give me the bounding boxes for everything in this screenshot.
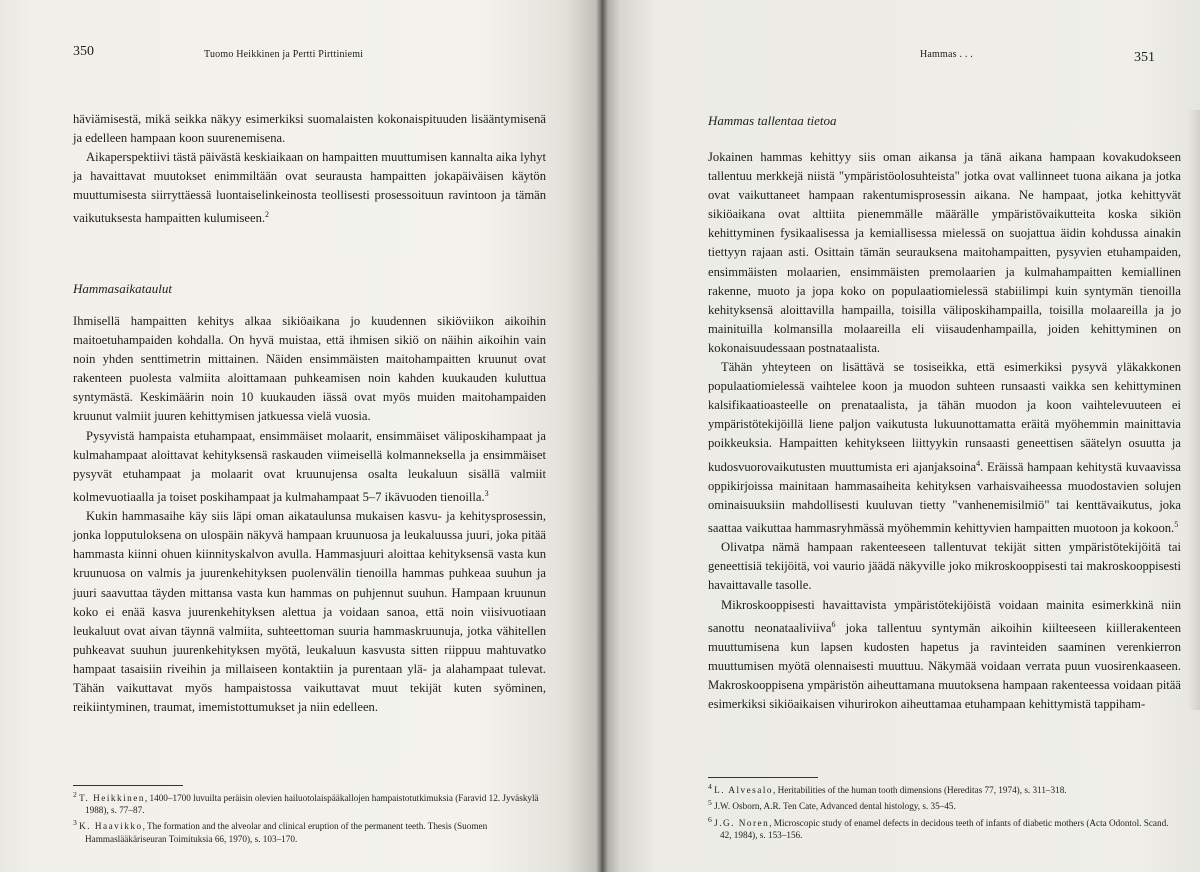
footnote-4-text: , Heritabilities of the human tooth dimensions (Hereditas 77, 1974), s. 311–318. xyxy=(772,785,1067,796)
footnote-6-author: J.G. Noren xyxy=(714,817,770,828)
right-paragraph-2-continued: . Eräissä hampaan kehitystä kuvaavissa oppikirjoissa mainitaan hammasaiheita kehityksen varhaisvaiheessa muodostavien solujen ominaisuuksiin mahdollisesti kuuluvan tietty "vanhenemisilmiö" tai kenttävaikutus, joka saattaa vaikuttaa hammasryhmässä myöhemmin kehittyvien hampaitten muotoon ja kokoon. xyxy=(708,459,1181,536)
footnote-3 xyxy=(73,817,546,844)
footnote-ref-6: 6 xyxy=(831,619,836,629)
footnote-4-number: 4 xyxy=(708,782,712,791)
left-section-heading: Hammasaikataulut xyxy=(73,281,172,296)
left-footnotes xyxy=(73,789,546,846)
footnote-4-author: L. Alvesalo xyxy=(714,785,773,796)
left-paragraph-4 xyxy=(73,427,546,508)
footnote-2 xyxy=(73,789,546,816)
left-paragraph-2-text: Aikaperspektiivi tästä päivästä keskiaikaan on hampaitten muuttumisen kannalta aika lyhyt ja havaittavat muutokset enimmiltään ovat seurausta hampaitten jokapäiväisen käytön muuttumisesta siirryttäessä luontaiselinkeinosta teollisesti prosessoituun ravintoon ja tämän vaikutuksesta hampaitten kulumiseen. xyxy=(73,150,546,226)
right-paragraph-2-text: Tähän yhteyteen on lisättävä se tosiseikka, että esimerkiksi pysyvä yläkakkonen populaatiomielessä vaihtelee koon ja muodon suhteen runsaasti vaikka sen kehittyminen kalsifikaatioasteelle on prenataalista, ja tähän muodon ja koon vaihtelevuuteen ei ympäristötekijöillä liene paljon vaikutusta lukuunottamatta eräitä myöhemmin mainittavia poikkeuksia. Hampaitten kehitykseen liittyykin runsaasti geneettisen säätelyn osuutta ja kudosvuorovaikutusten muuttumista eri ajanjaksoina xyxy=(708,360,1181,474)
footnote-2-author: T. Heikkinen xyxy=(79,793,145,804)
left-paragraph-3: Ihmisellä hampaitten kehitys alkaa sikiöaikana jo kuudennen sikiöviikon aikoihin maitoetuhampaiden kohdalla. On hyvä muistaa, että ihmisen sikiö on näihin aikoihin vain noin yhden senttimetrin mittainen. Näiden ensimmäisten maitohampaitten kruunut ovat rakenteen puolesta valmiita aloittamaan puhkeamisen noin kahden kuukauden kuluttua syntymästä. Keskimäärin noin 10 kuukauden iässä ovat myös muiden maitohampaiden kruunut valmiit juuren kehittymisen jatkuessa vielä vuosia. xyxy=(73,314,546,424)
footnote-6-text: , Microscopic study of enamel defects in decidous teeth of infants of diabetic mothers (Acta Odontol. Scand. 42, 1984), s. 153–156. xyxy=(720,817,1169,840)
right-paragraph-4-continued: joka tallentuu syntymän aikoihin kiilteeseen kiillerakenteen muuttumisena kun lapsen kudosten hapetus ja ravinteiden saaminen verenkierron muuttumisen myötä olennaisesti muuttuu. Näkymää voidaan verrata puun vuosirenkaaseen. Makroskooppisena ympäristön aiheuttamana muutoksena hampaan rakenteessa voidaan pitää esimerkiksi sikiöaikaisen vihurirokon aiheuttamaa etuhampaan kehittymistä tappiham- xyxy=(708,620,1181,712)
footnote-3-text: , The formation and the alveolar and clinical eruption of the permanent teeth. Thesis (Suomen Hammaslääkäriseuran Toimituksia 66, 1970), s. 103–170. xyxy=(85,821,488,844)
footnote-ref-5: 5 xyxy=(1174,519,1179,529)
right-edge-shadow xyxy=(1188,110,1200,710)
left-paragraph-2 xyxy=(73,148,546,229)
left-body-top xyxy=(73,110,546,229)
book-gutter xyxy=(596,0,608,872)
footnote-ref-4: 4 xyxy=(976,458,981,468)
right-section-heading: Hammas tallentaa tietoa xyxy=(708,113,837,128)
footnote-ref-3: 3 xyxy=(484,488,489,498)
footnote-3-number: 3 xyxy=(73,818,77,828)
left-paragraph-5: Kukin hammasaihe käy siis läpi oman aikataulunsa mukaisen kasvu- ja kehitysprosessin, jonka lopputuloksena on ulospäin näkyvä hampaan kruunuosa ja leukaluussa juuri, joka pitää hammasta kiinni ohuen kiinnityskalvon avulla. Hammasjuuri aloittaa kehityksensä vasta kun kruunuosa on valmis ja juurenkehityksen puolenvälin tienoilla hammas puhkeaa suuhun ja juuri saavuttaa täyden mittansa vasta kun hammas on puhjennut suuhun. Hampaan kruunun koko ei enää kasva juurenkehityksen alettua ja voidaan sanoa, että noin viisivuotiaan leukaluut ovat aivan täynnä valmiita, suhteettoman suuria hammaskruunuja, jotka vähitellen puhkeavat suuhun juurenkehityksen myötä, leukaluun kasvusta sitten riippuu mahtuvatko hampaat tasaisiin riveihin ja millaiseen kontaktiin ja purentaan ylä- ja alahampaat tulevat. Tähän vaikuttavat myös hampaistossa vaikuttavat muut tekijät kuten syöminen, reikiintyminen, traumat, imemistottumukset ja niin edelleen. xyxy=(73,509,546,715)
footnote-5-number: 5 xyxy=(708,798,712,808)
right-footnote-rule xyxy=(708,777,818,778)
right-running-head: Hammas . . . xyxy=(920,49,973,60)
footnote-5 xyxy=(708,797,1181,812)
left-footnote-rule xyxy=(73,785,183,786)
footnote-6-number: 6 xyxy=(708,814,712,824)
footnote-2-text: , 1400–1700 luvuilta peräisin olevien hailuotolaispääkallojen hampaistotutkimuksia (Faravid 12. Jyväskylä 1988), s. 77–87. xyxy=(85,793,539,816)
right-paragraph-2 xyxy=(708,358,1181,538)
footnote-5-text: J.W. Osborn, A.R. Ten Cate, Advanced dental histology, s. 35–45. xyxy=(714,801,956,812)
footnote-6 xyxy=(708,814,1181,841)
footnote-ref-2: 2 xyxy=(265,210,270,220)
right-footnotes xyxy=(708,781,1181,842)
right-paragraph-4-text: Mikroskooppisesti havaittavista ympäristötekijöistä voidaan mainita esimerkkinä niin sanottu neonataaliviiva xyxy=(708,597,1181,635)
left-page-number: 350 xyxy=(73,44,94,59)
right-page xyxy=(602,0,1200,872)
left-paragraph-1: häviämisestä, mikä seikka näkyy esimerkiksi suomalaisten kokonaispituuden lisääntymisenä ja edelleen hampaan koon suurenemisena. xyxy=(73,112,546,146)
right-body xyxy=(708,148,1181,714)
right-paragraph-1: Jokainen hammas kehittyy siis oman aikansa ja tänä aikana hampaan kovakudokseen tallentuu merkkejä niistä "ympäristöolosuhteista" jotka ovat vallinneet tuona aikana ja jotka ovat vaikuttaneet hampaan rakentumisprosessin aikana. Ne hampaat, jotka kehittyvät sikiöaikana ovat alttiita pienemmälle määrälle ympäristövaikutteita koska sikiön kehittyminen fysikaalisessa ja kemiallisessa mielessä on suojattua äidin kohdussa ainakin tiettyyn rajaan asti. Osittain tämän seurauksena maitohampaitten, pysyvien etuhampaiden, ensimmäisten molaarien, ensimmäisten premolaarien ja kulmahampaitten kemiallinen rakenne, muoto ja jopa koko on populaatiomielessä stabiilimpi kuin syntymän tienoilla kehityksensä aloittavilla hampailla, toisilla väliposkihampailla, toisilla molaareilla ja jo mainituilla kolmansilla molaareilla eli viisaudenhampailla, joiden kehittyminen on kokonaisuudessaan postnataalista. xyxy=(708,150,1181,355)
left-body-main xyxy=(73,312,546,717)
left-running-head: Tuomo Heikkinen ja Pertti Pirttiniemi xyxy=(204,49,364,60)
footnote-2-number: 2 xyxy=(73,790,77,799)
right-paragraph-4 xyxy=(708,596,1181,715)
right-page-number: 351 xyxy=(1134,50,1155,65)
footnote-3-author: K. Haavikko xyxy=(79,821,143,832)
footnote-4 xyxy=(708,781,1181,796)
left-paragraph-4-text: Pysyvistä hampaista etuhampaat, ensimmäiset molaarit, ensimmäiset väliposkihampaat ja kulmahampaat aloittavat kehityksensä raskauden viimeisellä kolmanneksella ja ensimmäiset pysyvät etuhampaat ja molaarit ovat kruunujensa osalta leukaluun sisällä valmiit kolmevuotiaalla ja toiset poskihampaat ja kulmahampaat 5–7 ikävuoden tienoilla. xyxy=(73,428,546,505)
right-paragraph-3: Olivatpa nämä hampaan rakenteeseen tallentuvat tekijät sitten ympäristötekijöitä tai geneettisiä tekijöitä, voi vaurio jäädä näkyville joko mikroskooppisesti tai makroskooppisesti havaittavalle tasolle. xyxy=(708,540,1181,593)
